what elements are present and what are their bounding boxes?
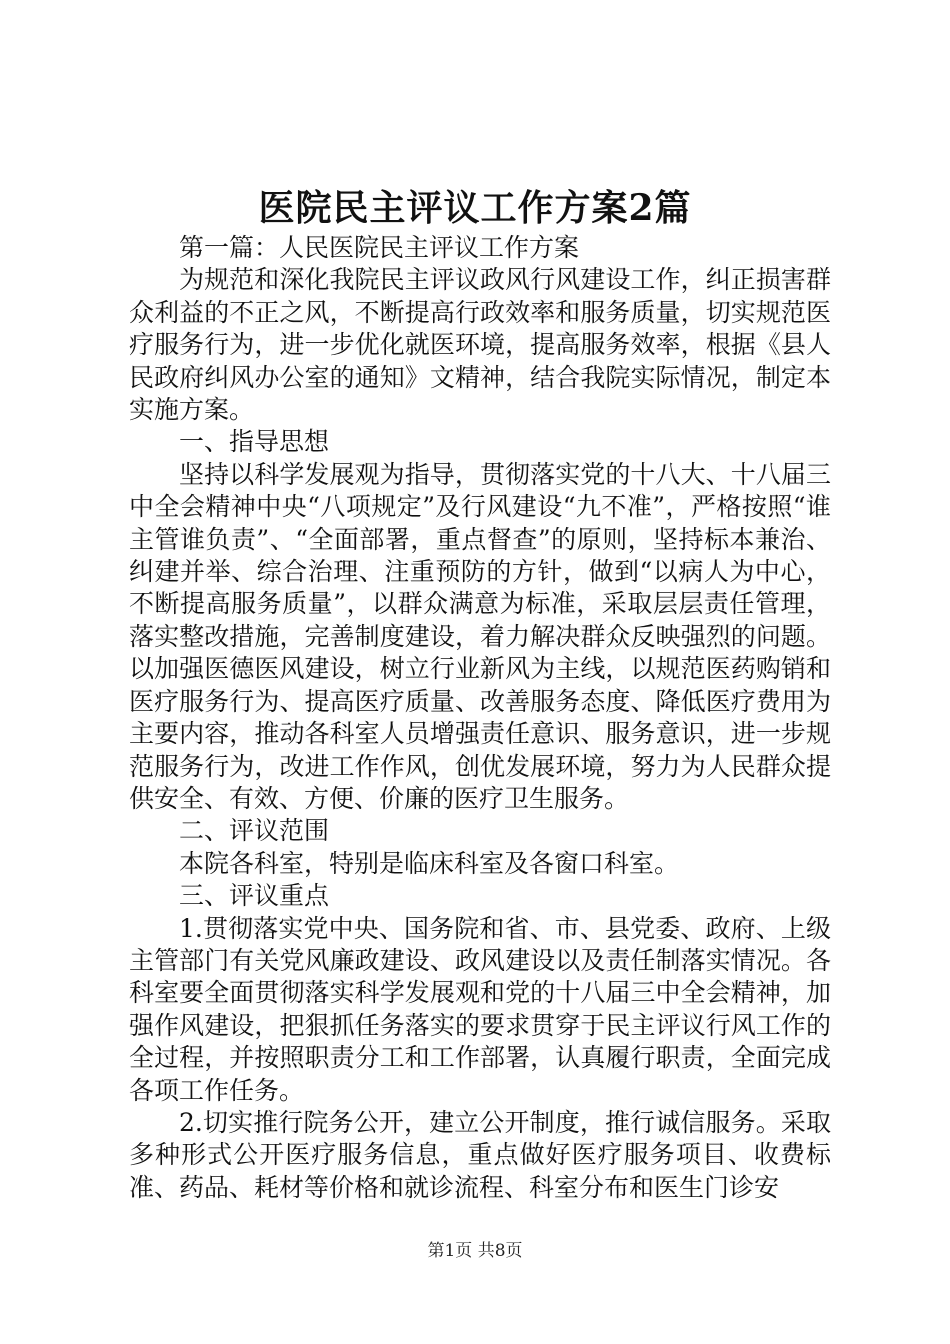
document-body [129, 232, 831, 1204]
section-heading-guiding-ideology: 一、指导思想 [179, 427, 330, 457]
document-title: 医院民主评议工作方案2篇 [258, 187, 692, 229]
paragraph-key-point-2: 2.切实推行院务公开，建立公开制度，推行诚信服务。采取多种形式公开医疗服务信息，重点做好医疗服务项目、收费标准、药品、耗材等价格和就诊流程、科室分布和医生门诊安 [129, 1107, 831, 1202]
section-heading-scope: 二、评议范围 [179, 816, 330, 846]
paragraph-key-point-1: 1.贯彻落实党中央、国务院和省、市、县党委、政府、上级主管部门有关党风廉政建设、政风建设以及责任制落实情况。各科室要全面贯彻落实科学发展观和党的十八届三中全会精神，加强作风建设，把狠抓任务落实的要求贯穿于民主评议行风工作的全过程，并按照职责分工和工作部署，认真履行职责，全面完成各项工作任务。 [129, 913, 831, 1105]
paragraph-intro: 为规范和深化我院民主评议政风行风建设工作，纠正损害群众利益的不正之风，不断提高行政效率和服务质量，切实规范医疗服务行为，进一步优化就医环境，提高服务效率，根据《县人民政府纠风办公室的通知》文精神，结合我院实际情况，制定本实施方案。 [129, 265, 831, 425]
section-heading-part-one: 第一篇：人民医院民主评议工作方案 [179, 233, 580, 262]
page-number-footer: 第1页 共8页 [427, 1241, 523, 1261]
paragraph-scope: 本院各科室，特别是临床科室及各窗口科室。 [179, 848, 680, 878]
section-heading-key-points: 三、评议重点 [179, 881, 330, 911]
paragraph-guiding-ideology: 坚持以科学发展观为指导，贯彻落实党的十八大、十八届三中全会精神中央“八项规定”及行风建设“九不准”，严格按照“谁主管谁负责”、“全面部署，重点督查”的原则，坚持标本兼治、纠建并举、综合治理、注重预防的方针，做到“以病人为中心，不断提高服务质量”，以群众满意为标准，采取层层责任管理，落实整改措施，完善制度建设，着力解决群众反映强烈的问题。以加强医德医风建设，树立行业新风为主线，以规范医药购销和医疗服务行为、提高医疗质量、改善服务态度、降低医疗费用为主要内容，推动各科室人员增强责任意识、服务意识，进一步规范服务行为，改进工作作风，创优发展环境，努力为人民群众提供安全、有效、方便、价廉的医疗卫生服务。 [129, 459, 831, 813]
